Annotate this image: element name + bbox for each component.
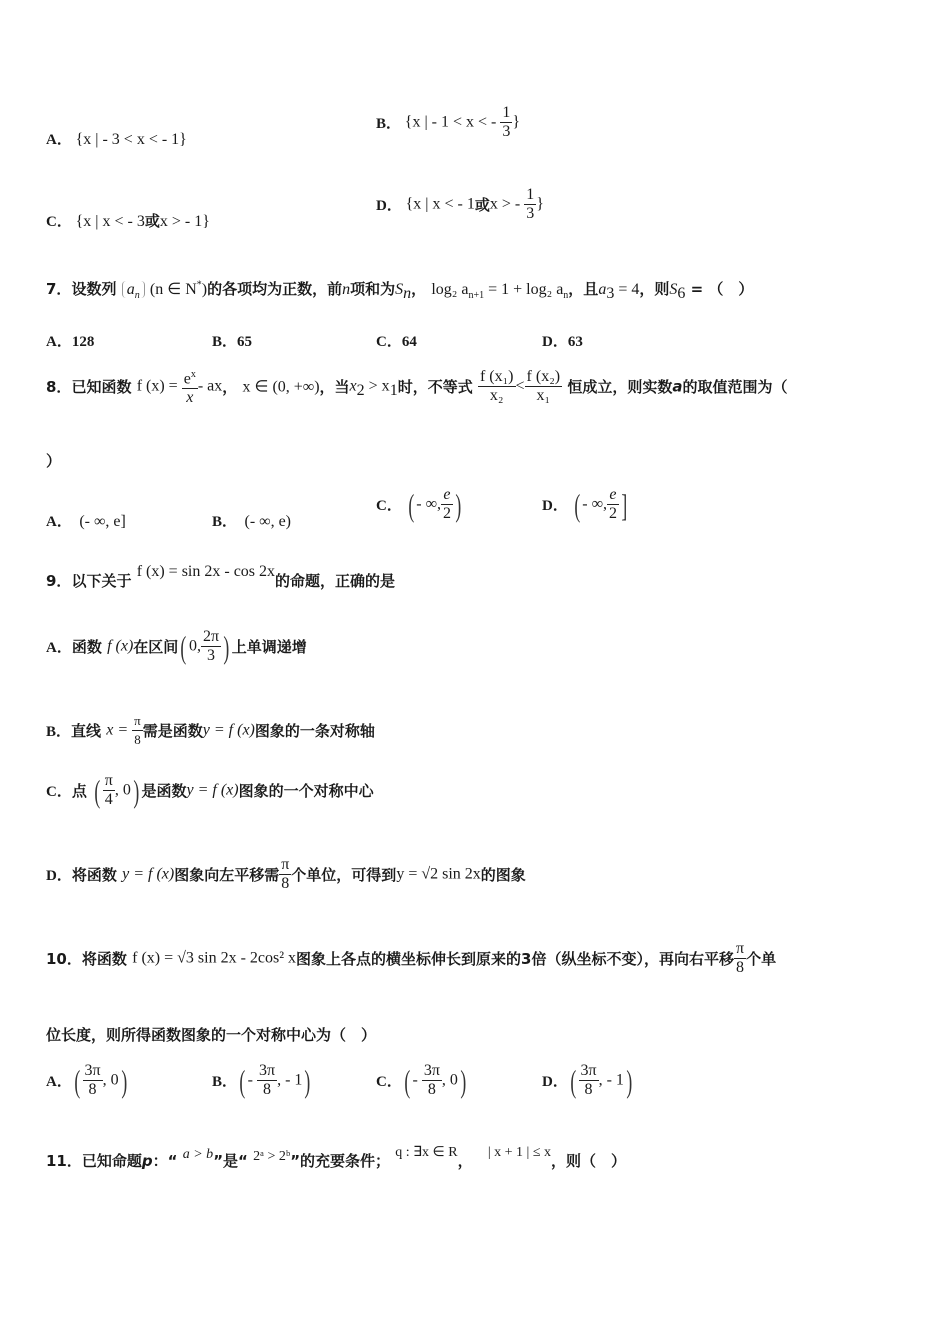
q9-option-c: C．点 ( $\frac{\pi}{4}$ , 0) 是函数y = f (x)图象的一个对称中心: [46, 772, 374, 809]
q7-option-d: D．63: [542, 334, 583, 350]
fraction: $\frac{\text{f (x₂)}}{\text{x₁}}$: [526, 368, 561, 405]
fraction: $\frac{e^x}{x}$: [182, 366, 198, 407]
option-label: C．: [46, 214, 72, 230]
option-math: {x | - 3 < x < - 1}: [75, 131, 187, 148]
fraction: $\frac{3\pi}{8}$: [580, 1062, 597, 1098]
fraction: $\frac{e}{2}$: [608, 486, 617, 522]
question-10-cont: 位长度，则所得函数图象的一个对称中心为（ ）: [46, 1026, 377, 1044]
fraction: $\frac{\pi}{8}$: [134, 713, 141, 747]
q6-option-b: B． {x | - 1 < x < - $\frac{1}{3}$ }: [376, 104, 521, 140]
q10-option-b: B．( - $\frac{3\pi}{8}$ , - 1): [212, 1062, 311, 1099]
question-8-close: ）: [46, 452, 62, 470]
fraction: $\frac{2\pi}{3}$: [202, 628, 220, 664]
fraction: $\frac{\pi}{4}$: [104, 772, 113, 808]
option-label: D．: [376, 198, 402, 214]
question-9: 9．以下关于 f (x) = sin 2x - cos 2x的命题，正确的是: [46, 563, 396, 590]
q8-option-a: A． (- ∞, e]: [46, 513, 126, 530]
q7-option-c: C．64: [376, 334, 417, 350]
question-number: 10．: [46, 950, 82, 968]
q10-option-d: D．( $\frac{3\pi}{8}$ , - 1): [542, 1062, 633, 1099]
fraction: $\frac{e}{2}$: [442, 486, 451, 522]
question-number: 11．: [46, 1152, 82, 1170]
question-8: 8．已知函数 f (x) = $\frac{e^x}{x}$ - ax， x ∈ (0, +∞)，当$x_2 > x_1$时，不等式 $\frac{\text{f (x₁)}}{\text{x₂}}$ < $\frac{\text{f (x₂)}}{\text{x₁}}$ 恒成立，则实数a的取值范围为（: [46, 366, 787, 407]
fraction: $\frac{\text{f (x₁)}}{\text{x₂}}$: [479, 368, 514, 405]
q9-option-a: A．函数 f (x)在区间( 0, $\frac{2\pi}{3}$ ) 上单调递增: [46, 628, 307, 665]
fraction: $\frac{1}{3}$: [526, 186, 535, 222]
fraction: $\frac{\pi}{8}$: [281, 856, 290, 892]
q6-option-d: D． {x | x < - 1或x > - $\frac{1}{3}$ }: [376, 186, 544, 222]
q9-option-b: B．直线 x = $\frac{\pi}{8}$ 需是函数y = f (x)图象的一条对称轴: [46, 713, 375, 747]
q7-option-b: B．65: [212, 334, 253, 350]
q6-option-c: C． {x | x < - 3或x > - 1}: [46, 212, 210, 230]
q6-option-a: [46, 128, 187, 149]
fraction: $\frac{3\pi}{8}$: [84, 1062, 101, 1098]
q8-option-b: B． (- ∞, e): [212, 513, 292, 530]
fraction: $\frac{3\pi}{8}$: [259, 1062, 276, 1098]
q10-option-a: A．( $\frac{3\pi}{8}$ , 0): [46, 1062, 127, 1099]
option-math: {x | - 1 < x < -: [404, 113, 501, 131]
option-label: A．: [46, 132, 72, 148]
question-11: 11．已知命题p：“ a > b”是“ 2ᵃ > 2ᵇ”的充要条件； q : ∃x ∈ R， | x + 1 | ≤ x，则（ ）: [46, 1145, 627, 1170]
q7-option-a: A．128: [46, 334, 95, 350]
q8-option-c: C． ( - ∞, $\frac{e}{2}$ ): [376, 486, 462, 523]
q10-option-c: C．( - $\frac{3\pi}{8}$ , 0): [376, 1062, 467, 1099]
fraction: $\frac{\pi}{8}$: [736, 940, 745, 976]
question-number: 8．: [46, 378, 72, 397]
option-label: B．: [376, 116, 402, 132]
q8-option-d: D． ( - ∞, $\frac{e}{2}$ ]: [542, 486, 628, 523]
fraction: $\frac{1}{3}$: [502, 104, 511, 140]
question-7: 7．设数列 $a_n$ (n ∈ N*)的各项均为正数，前n项和为$S_n$， log₂ $a_{n+1} = 1 + \log_2$ $a_n$，且$a_3 = 4$，则$S_6$ = （ ）: [46, 279, 754, 302]
question-number: 7．: [46, 280, 72, 298]
fraction: $\frac{3\pi}{8}$: [423, 1062, 440, 1098]
question-10: 10．将函数 f (x) = √3 sin 2x - 2cos² x图象上各点的横坐标伸长到原来的3倍（纵坐标不变），再向右平移 $\frac{\pi}{8}$ 个单: [46, 940, 777, 976]
q9-option-d: D．将函数 y = f (x)图象向左平移需 $\frac{\pi}{8}$ 个单位，可得到y = √2 sin 2x的图象: [46, 856, 526, 892]
question-number: 9．: [46, 572, 72, 590]
